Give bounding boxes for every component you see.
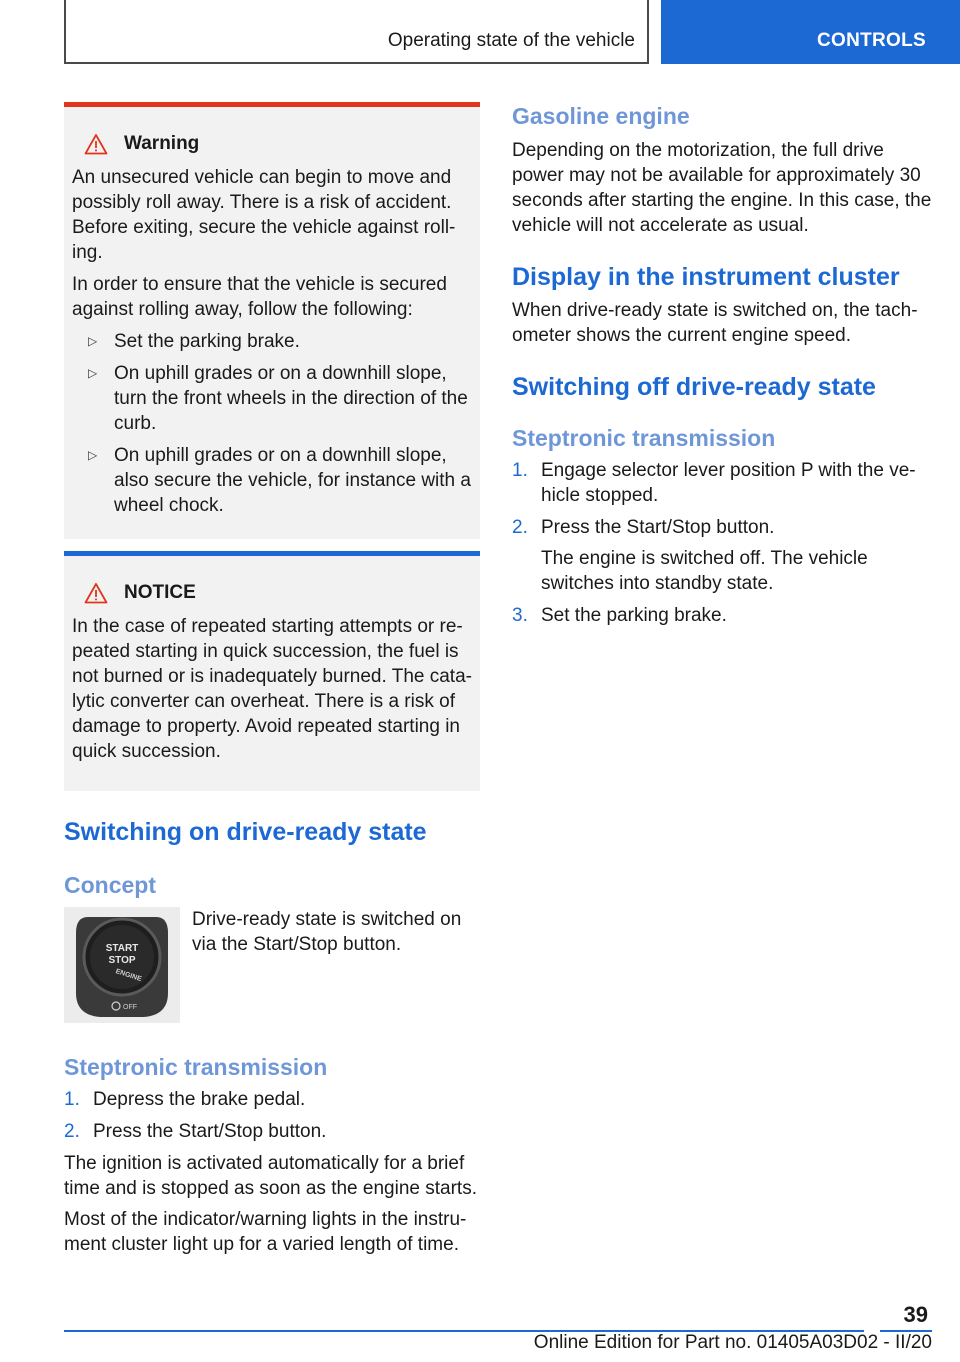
- heading-switch-on: Switching on drive-ready state: [64, 818, 427, 846]
- footer-edition: Online Edition for Part no. 01405A03D02 - II/20: [533, 1332, 932, 1353]
- list-item: 1. Engage selector lever position P with the ve‐hicle stopped.: [512, 460, 916, 506]
- steps-on-list: [64, 1087, 480, 1144]
- bullet-triangle-icon: ▷: [88, 448, 98, 462]
- header-chapter-label: CONTROLS: [816, 30, 926, 51]
- warning-paragraph-1: An unsecured vehicle can begin to move and possibly roll away. There is a risk of accident. Before exiting, secure the vehicle against roll‐ing.: [72, 167, 456, 263]
- header-chapter-tab[interactable]: [661, 0, 960, 64]
- notice-title-row: [84, 582, 472, 604]
- list-item: ▷ Set the parking brake.: [88, 331, 300, 352]
- button-start-label: START: [105, 943, 139, 954]
- right-column: [512, 102, 932, 635]
- heading-concept: Concept: [64, 872, 156, 898]
- concept-block: [64, 907, 480, 1023]
- step-subtext: The engine is switched off. The vehicle switches into standby state.: [541, 548, 868, 594]
- heading-steptronic-on: Steptronic transmission: [64, 1054, 328, 1080]
- warning-triangle-icon: [84, 133, 108, 155]
- notice-text: In the case of repeated starting attempts or re‐peated starting in quick succession, the fuel is not burned or is inadequately burned. The cata‐lytic converter can overheat. There is a risk of damage to property. Avoid repeated starting in quick succession.: [72, 616, 472, 762]
- indicator-paragraph: Most of the indicator/warning lights in the instru‐ment cluster light up for a varied length of time.: [64, 1209, 467, 1255]
- warning-paragraph-2: In order to ensure that the vehicle is secured against rolling away, follow the following:: [72, 274, 447, 320]
- start-stop-button-image: [64, 907, 180, 1023]
- ignition-paragraph: The ignition is activated automatically for a brief time and is stopped as soon as the engine starts.: [64, 1153, 477, 1199]
- notice-title: NOTICE: [124, 582, 196, 603]
- button-off-label: OFF: [123, 1004, 137, 1011]
- list-item: 2. Press the Start/Stop button. The engine is switched off. The vehicle switches into standby state.: [512, 515, 932, 596]
- notice-box: [64, 551, 480, 791]
- warning-box: [64, 102, 480, 539]
- display-text: When drive-ready state is switched on, the tach‐ometer shows the current engine speed.: [512, 300, 918, 346]
- list-item: 2. Press the Start/Stop button.: [64, 1121, 327, 1142]
- heading-gasoline: Gasoline engine: [512, 103, 690, 129]
- button-stop-label: STOP: [108, 955, 136, 966]
- warning-title-row: [84, 133, 472, 155]
- list-item: ▷ On uphill grades or on a downhill slope, also secure the vehicle, for instance with a wheel chock.: [88, 445, 471, 516]
- page-number: 39: [903, 1302, 928, 1327]
- header-section-title: Operating state of the vehicle: [387, 30, 635, 51]
- heading-display: Display in the instrument cluster: [512, 263, 900, 291]
- start-stop-button-icon: [64, 907, 180, 1023]
- bullet-triangle-icon: ▷: [88, 334, 98, 348]
- button-engine-label: ENGINE: [114, 968, 143, 984]
- bullet-triangle-icon: ▷: [88, 366, 98, 380]
- heading-steptronic-off: Steptronic transmission: [512, 425, 776, 451]
- steps-off-list: [512, 458, 932, 628]
- warning-bullet-list: [72, 329, 472, 518]
- header-section-box: [64, 0, 649, 64]
- list-item: ▷ On uphill grades or on a downhill slope, turn the front wheels in the direction of the curb.: [88, 363, 468, 434]
- warning-title: Warning: [124, 133, 200, 154]
- concept-text: Drive-ready state is switched on via the Start/Stop button.: [192, 909, 462, 955]
- list-item: 1. Depress the brake pedal.: [64, 1089, 306, 1110]
- left-column: [64, 102, 480, 1263]
- heading-switch-off: Switching off drive-ready state: [512, 373, 876, 401]
- list-item: 3. Set the parking brake.: [512, 605, 727, 626]
- gasoline-text: Depending on the motorization, the full drive power may not be available for approximately 30 seconds after starting the engine. In this case, the vehicle will not accelerate as usual.: [512, 140, 932, 236]
- warning-triangle-icon: [84, 582, 108, 604]
